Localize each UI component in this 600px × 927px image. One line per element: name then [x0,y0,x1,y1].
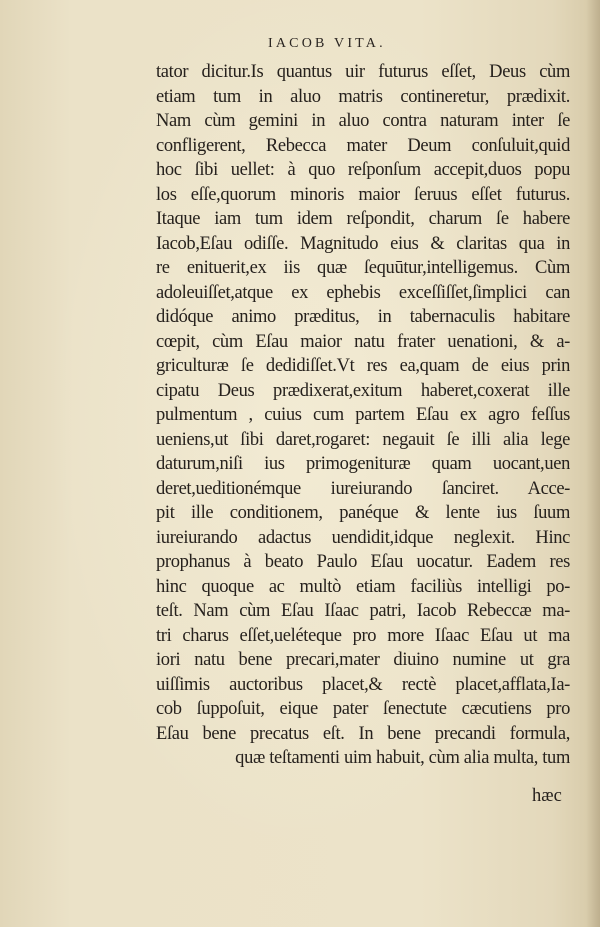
page-edge-shadow [586,0,600,927]
text-line: Eſau bene precatus eſt. In bene precandi formula, [156,723,570,744]
text-line: daturum,niſi ius primogenituræ quam uocant,uen [156,454,570,474]
text-line: los eſſe,quorum minoris maior ſeruus eſſet futurus. [156,184,570,205]
text-line: ueniens,ut ſibi daret,rogaret: negauit ſe illi alia lege [156,429,570,450]
text-line: pit ille conditionem, panéque & lente ius ſuum [156,503,570,523]
text-line: tri charus eſſet,ueléteque pro more Iſaac Eſau ut ma [156,625,570,646]
text-line: adoleuiſſet,atque ex ephebis exceſſiſſet,ſimplici can [156,282,570,303]
text-line: deret,ueditionémque iureiurando ſanciret. Acce- [156,478,570,499]
text-line: Itaque iam tum idem reſpondit, charum ſe habere [156,209,570,229]
text-line: re enituerit,ex iis quæ ſequūtur,intelligemus. Cùm [156,258,570,278]
text-line: iori natu bene precari,mater diuino numine ut gra [156,650,570,670]
text-line: pulmentum , cuius cum partem Eſau ex agro feſſus [156,405,570,425]
text-line: uiſſimis auctoribus placet,& rectè placet,afflata,Ia- [156,674,570,695]
text-line: griculturæ ſe dedidiſſet.Vt res ea,quam de eius prin [156,356,570,376]
text-line: hoc ſibi uellet: à quo reſponſum accepit,duos popu [156,160,570,180]
body-text [156,60,570,771]
text-line: tator dicitur.Is quantus uir futurus eſſet, Deus cùm [156,62,570,82]
text-line: Iacob,Eſau odiſſe. Magnitudo eius & claritas qua in [156,233,570,254]
text-line: etiam tum in aluo matris contineretur, prædixit. [156,86,570,107]
text-line: prophanus à beato Paulo Eſau uocatur. Eadem res [156,552,570,572]
text-line: confligerent, Rebecca mater Deum conſuluit,quid [156,135,570,156]
text-line: cipatu Deus prædixerat,exitum haberet,coxerat ille [156,380,570,401]
text-line: teſt. Nam cùm Eſau Iſaac patri, Iacob Rebeccæ ma- [156,601,570,621]
text-line: Nam cùm gemini in aluo contra naturam inter ſe [156,111,570,131]
running-head: IACOB VITA. [268,36,386,51]
text-line: cœpit, cùm Eſau maior natu frater uenationi, & a- [156,331,570,352]
text-line: iureiurando adactus uendidit,idque neglexit. Hinc [156,527,570,548]
text-line: cob ſuppoſuit, eique pater ſenectute cæcutiens pro [156,699,570,719]
text-line: didóque animo præditus, in tabernaculis habitare [156,307,570,327]
text-line: hinc quoque ac multò etiam faciliùs intelligi po- [156,576,570,597]
text-line: quæ teſtamenti uim habuit, cùm alia multa, tum [235,748,570,768]
catchword: hæc [532,786,562,806]
